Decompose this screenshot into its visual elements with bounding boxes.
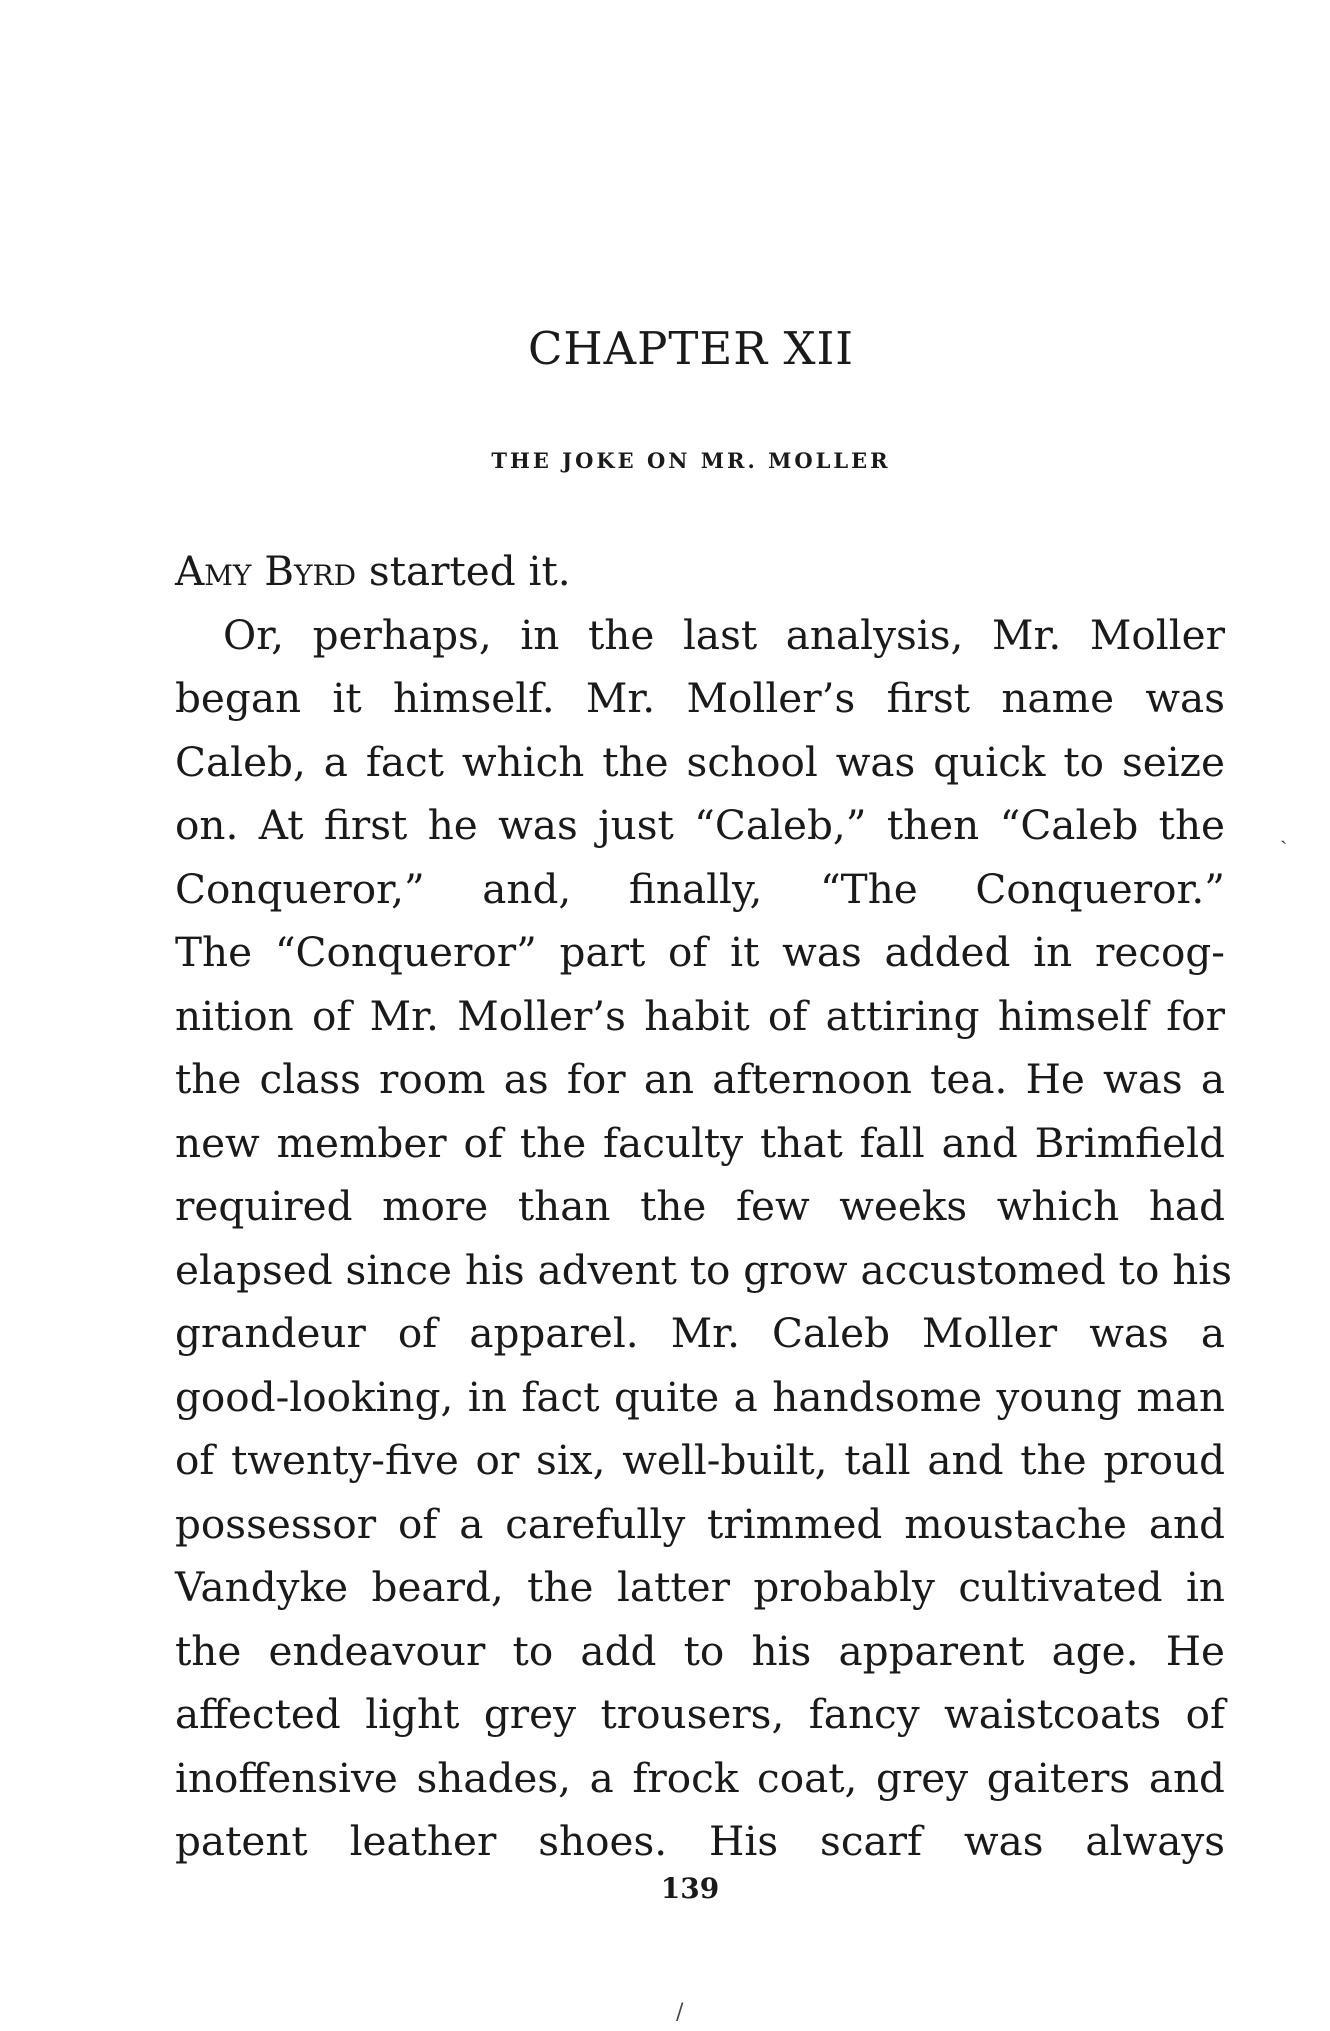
body-line-2: Or, perhaps, in the last analysis, Mr. Moller <box>223 610 1225 659</box>
lead-name: Amy Byrd <box>175 547 357 595</box>
scan-speck-mark: ˴ <box>1280 827 1288 852</box>
chapter-number: CHAPTER XII <box>527 322 855 375</box>
body-line-13: grandeur of apparel. Mr. Caleb Moller was a <box>175 1309 1225 1357</box>
body-line-10: new member of the faculty that fall and Brimfield <box>175 1118 1225 1167</box>
body-line-12: elapsed since his advent to grow accustomed to his <box>175 1245 1233 1294</box>
body-line-16: possessor of a carefully trimmed moustache and <box>175 1499 1225 1548</box>
body-line-4: Caleb, a fact which the school was quick to seize <box>175 737 1225 786</box>
chapter-title: THE JOKE ON MR. MOLLER <box>491 448 891 473</box>
body-line-21: patent leather shoes. His scarf was always <box>175 1817 1225 1865</box>
scan-speck-mark-bottom: / <box>676 2000 684 2025</box>
body-line-18: the endeavour to add to his apparent age. He <box>175 1626 1225 1675</box>
body-line-1-text: started it. <box>356 547 571 595</box>
chapter-body <box>175 540 1233 1874</box>
page-number: 139 <box>660 1872 720 1905</box>
body-line-17: Vandyke beard, the latter probably cultivated in <box>175 1563 1225 1611</box>
body-line-11: required more than the few weeks which had <box>175 1182 1225 1230</box>
body-line-8: nition of Mr. Moller’s habit of attiring himself for <box>175 991 1225 1040</box>
body-line-19: affected light grey trousers, fancy waistcoats of <box>175 1690 1225 1738</box>
body-line-20: inoffensive shades, a frock coat, grey gaiters and <box>175 1753 1225 1802</box>
body-line-14: good-looking, in fact quite a handsome young man <box>175 1372 1225 1421</box>
body-line-6: Conqueror,” and, finally, “The Conqueror.” <box>175 864 1225 913</box>
body-line-15: of twenty-five or six, well-built, tall and the proud <box>175 1436 1225 1484</box>
body-line-5: on. At first he was just “Caleb,” then “Caleb the <box>175 801 1225 849</box>
body-line-1 <box>175 540 1225 604</box>
body-line-3: began it himself. Mr. Moller’s first name was <box>175 674 1225 722</box>
body-line-7: The “Conqueror” part of it was added in recog- <box>175 928 1225 976</box>
body-line-9: the class room as for an afternoon tea. He was a <box>175 1055 1225 1103</box>
